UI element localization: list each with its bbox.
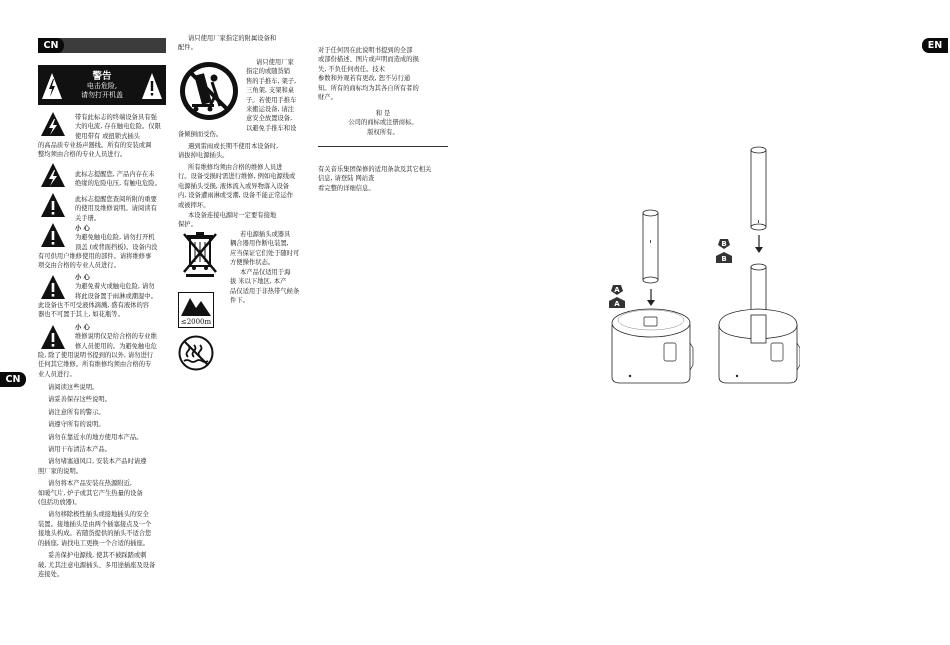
subwoofer-right <box>719 309 800 383</box>
warning-line-2: 请勿打开机盖 <box>81 91 123 99</box>
svg-text:A: A <box>614 286 620 294</box>
warranty-text: 有关音乐集团保修的适用条款及其它相关 信息, 请登陆 网站查 看完整的详细信息。 <box>318 166 432 192</box>
symbol-2-text: 此标志提醒您, 产品内存在未 绝缘的危险电压, 有触电危险。 <box>75 171 161 188</box>
svg-text:A: A <box>614 300 620 308</box>
symbol-3-text: 此标志提醒您查阅所附的重要 的使用及维修说明。请阅读有 关手册。 <box>75 196 157 222</box>
cart-warning-icon <box>178 60 240 122</box>
instructions-warning-icon <box>40 192 66 218</box>
servicing-text: 所有维修均须由合格的维修人员进 行。设备受损时需进行维修, 例如电源线或 电源插头受损, 液体流入或异物落入设备 内, 设备遭雨淋或受潮, 设备不能正常运作 或被摔坏。 <box>178 164 296 209</box>
speaker-assembly-figure <box>600 145 800 390</box>
language-tab-cn: CN <box>38 38 64 53</box>
altitude-icon <box>178 292 214 328</box>
label-a-icon <box>611 285 623 295</box>
altitude-label: ≤2000m <box>180 318 212 326</box>
subwoofer-left <box>612 309 693 383</box>
weee-disposal-icon <box>180 230 220 278</box>
warning-title: 警告 <box>92 71 112 82</box>
list-item: 请用干布清洁本产品。 <box>48 446 111 454</box>
voltage-warning-icon <box>40 162 66 188</box>
cart-text-cont: 备倾倒而受伤。 <box>178 131 223 138</box>
disconnect-device-text: 若电源插头或器具 耦合器用作断电装置, 应当保证它们处于随时可 方便操作状态。 <box>230 231 300 267</box>
cart-text: 请只使用厂家 指定的或随货销 售的手推车, 架子, 三角架, 支架和桌 子。若使用手推车 来搬运设备, 请注 意安全放置设备, 以避免手推车和设 <box>246 59 297 132</box>
side-language-tab-cn: CN <box>0 372 26 387</box>
grounding-text: 本设备连接电源时一定要有接地 保护。 <box>178 212 277 229</box>
list-item: 请阅读这些说明。 <box>48 384 99 391</box>
terminal-warning-icon <box>40 111 66 137</box>
caution-3-icon <box>40 324 66 350</box>
list-item: 请遵守所有的说明。 <box>48 421 105 429</box>
caution-1-text-cont: 有可供用户维修使用的部件。请将维修事 项交由合格的专业人员进行。 <box>38 253 152 270</box>
caution-3-text-cont: 险, 除了使用说明书提到的以外, 请勿进行 任何其它维修。所有维修均须由合格的专 业人员进行。 <box>38 352 154 378</box>
caution-2-text-cont: 此设备也不可受液体滴溅, 盛有液体的容 器也不可置于其上, 如花瓶等。 <box>38 302 150 319</box>
warning-line-1: 电击危险, <box>86 82 118 90</box>
list-item: 请妥善保存这些说明。 <box>48 396 111 404</box>
svg-text:B: B <box>721 255 727 263</box>
altitude-text: 本产品仅适用于海 拔 米以下地区, 本产 品仅适用于非热带气候条 件下。 <box>230 269 300 305</box>
svg-text:B: B <box>721 240 727 248</box>
exclamation-warning-icon <box>142 73 162 99</box>
column-speaker-left <box>643 210 658 283</box>
column-speaker-right <box>751 147 766 230</box>
list-item: 请勿堵塞通风口, 安装本产品时请遵 照厂家的说明。 <box>38 458 147 475</box>
list-item: 请注意所有的警示。 <box>48 408 105 416</box>
section-divider <box>318 146 448 147</box>
disclaimer-text: 对于任何因在此说明书提到的全部 或部份描述、图片或声明而造成的损 失, 不负任何责任。技术 参数和外观若有更改, 恕不另行通 知。所有的商标均为其各自所有者的 财产。 <box>318 47 419 102</box>
list-item: 妥善保护电源线, 使其不被踩踏或刺 破, 尤其注意电源插头、多用途插座及设备 连接处。 <box>38 552 156 578</box>
accessories-text: 请只使用厂家指定的附属设备和 配件。 <box>178 35 277 52</box>
tropical-climate-icon <box>178 335 214 371</box>
caution-1-text: 小 心 为避免触电危险, 请勿打开机 顶盖 (或背面挡板)。设备内没 <box>75 225 158 251</box>
caution-2-text: 小 心 为避免着火或触电危险, 请勿 将此设备置于雨淋或潮湿中。 <box>75 274 157 300</box>
caution-1-icon <box>40 222 66 248</box>
list-item: 请勿移除极性插头或接地插头的安全 装置。接地插头是由两个插塞接点及一个 接地头构成。若随货提供的插头不适合您 的插座, 请找电工更换一个合适的插座。 <box>38 511 152 547</box>
list-item: 请勿将本产品安装在热源附近, 如暖气片, 炉子或其它产生热量的设备 (包括功放器)。 <box>38 480 143 507</box>
caution-3-text: 小 心 维修说明仅是给合格的专业维 修人员使用的。为避免触电危 <box>75 324 157 350</box>
warning-box <box>38 65 166 105</box>
label-b-icon <box>718 239 730 249</box>
list-item: 请勿在靠近水的地方使用本产品。 <box>48 433 143 441</box>
safety-instructions-list <box>38 383 155 579</box>
language-tab-en: EN <box>922 38 948 53</box>
caution-2-icon <box>40 274 66 300</box>
symbol-1-text-cont: 的高品质专业扬声器线。所有的安装或调 整均须由合格的专业人员进行。 <box>38 142 152 159</box>
label-b-icon <box>716 252 732 263</box>
trademark-text: 和 是 公司的商标或注册商标。 版权所有。 <box>348 110 418 136</box>
label-a-icon <box>609 297 625 308</box>
symbol-1-text: 带有此标志的终端设备具有强 大的电流, 存在触电危险。仅限 使用带有 或扭锁式插头 <box>75 114 161 140</box>
lightning-storm-text: 遇到雷雨或长期不使用本设备时, 请拔掉电源插头。 <box>178 143 279 160</box>
